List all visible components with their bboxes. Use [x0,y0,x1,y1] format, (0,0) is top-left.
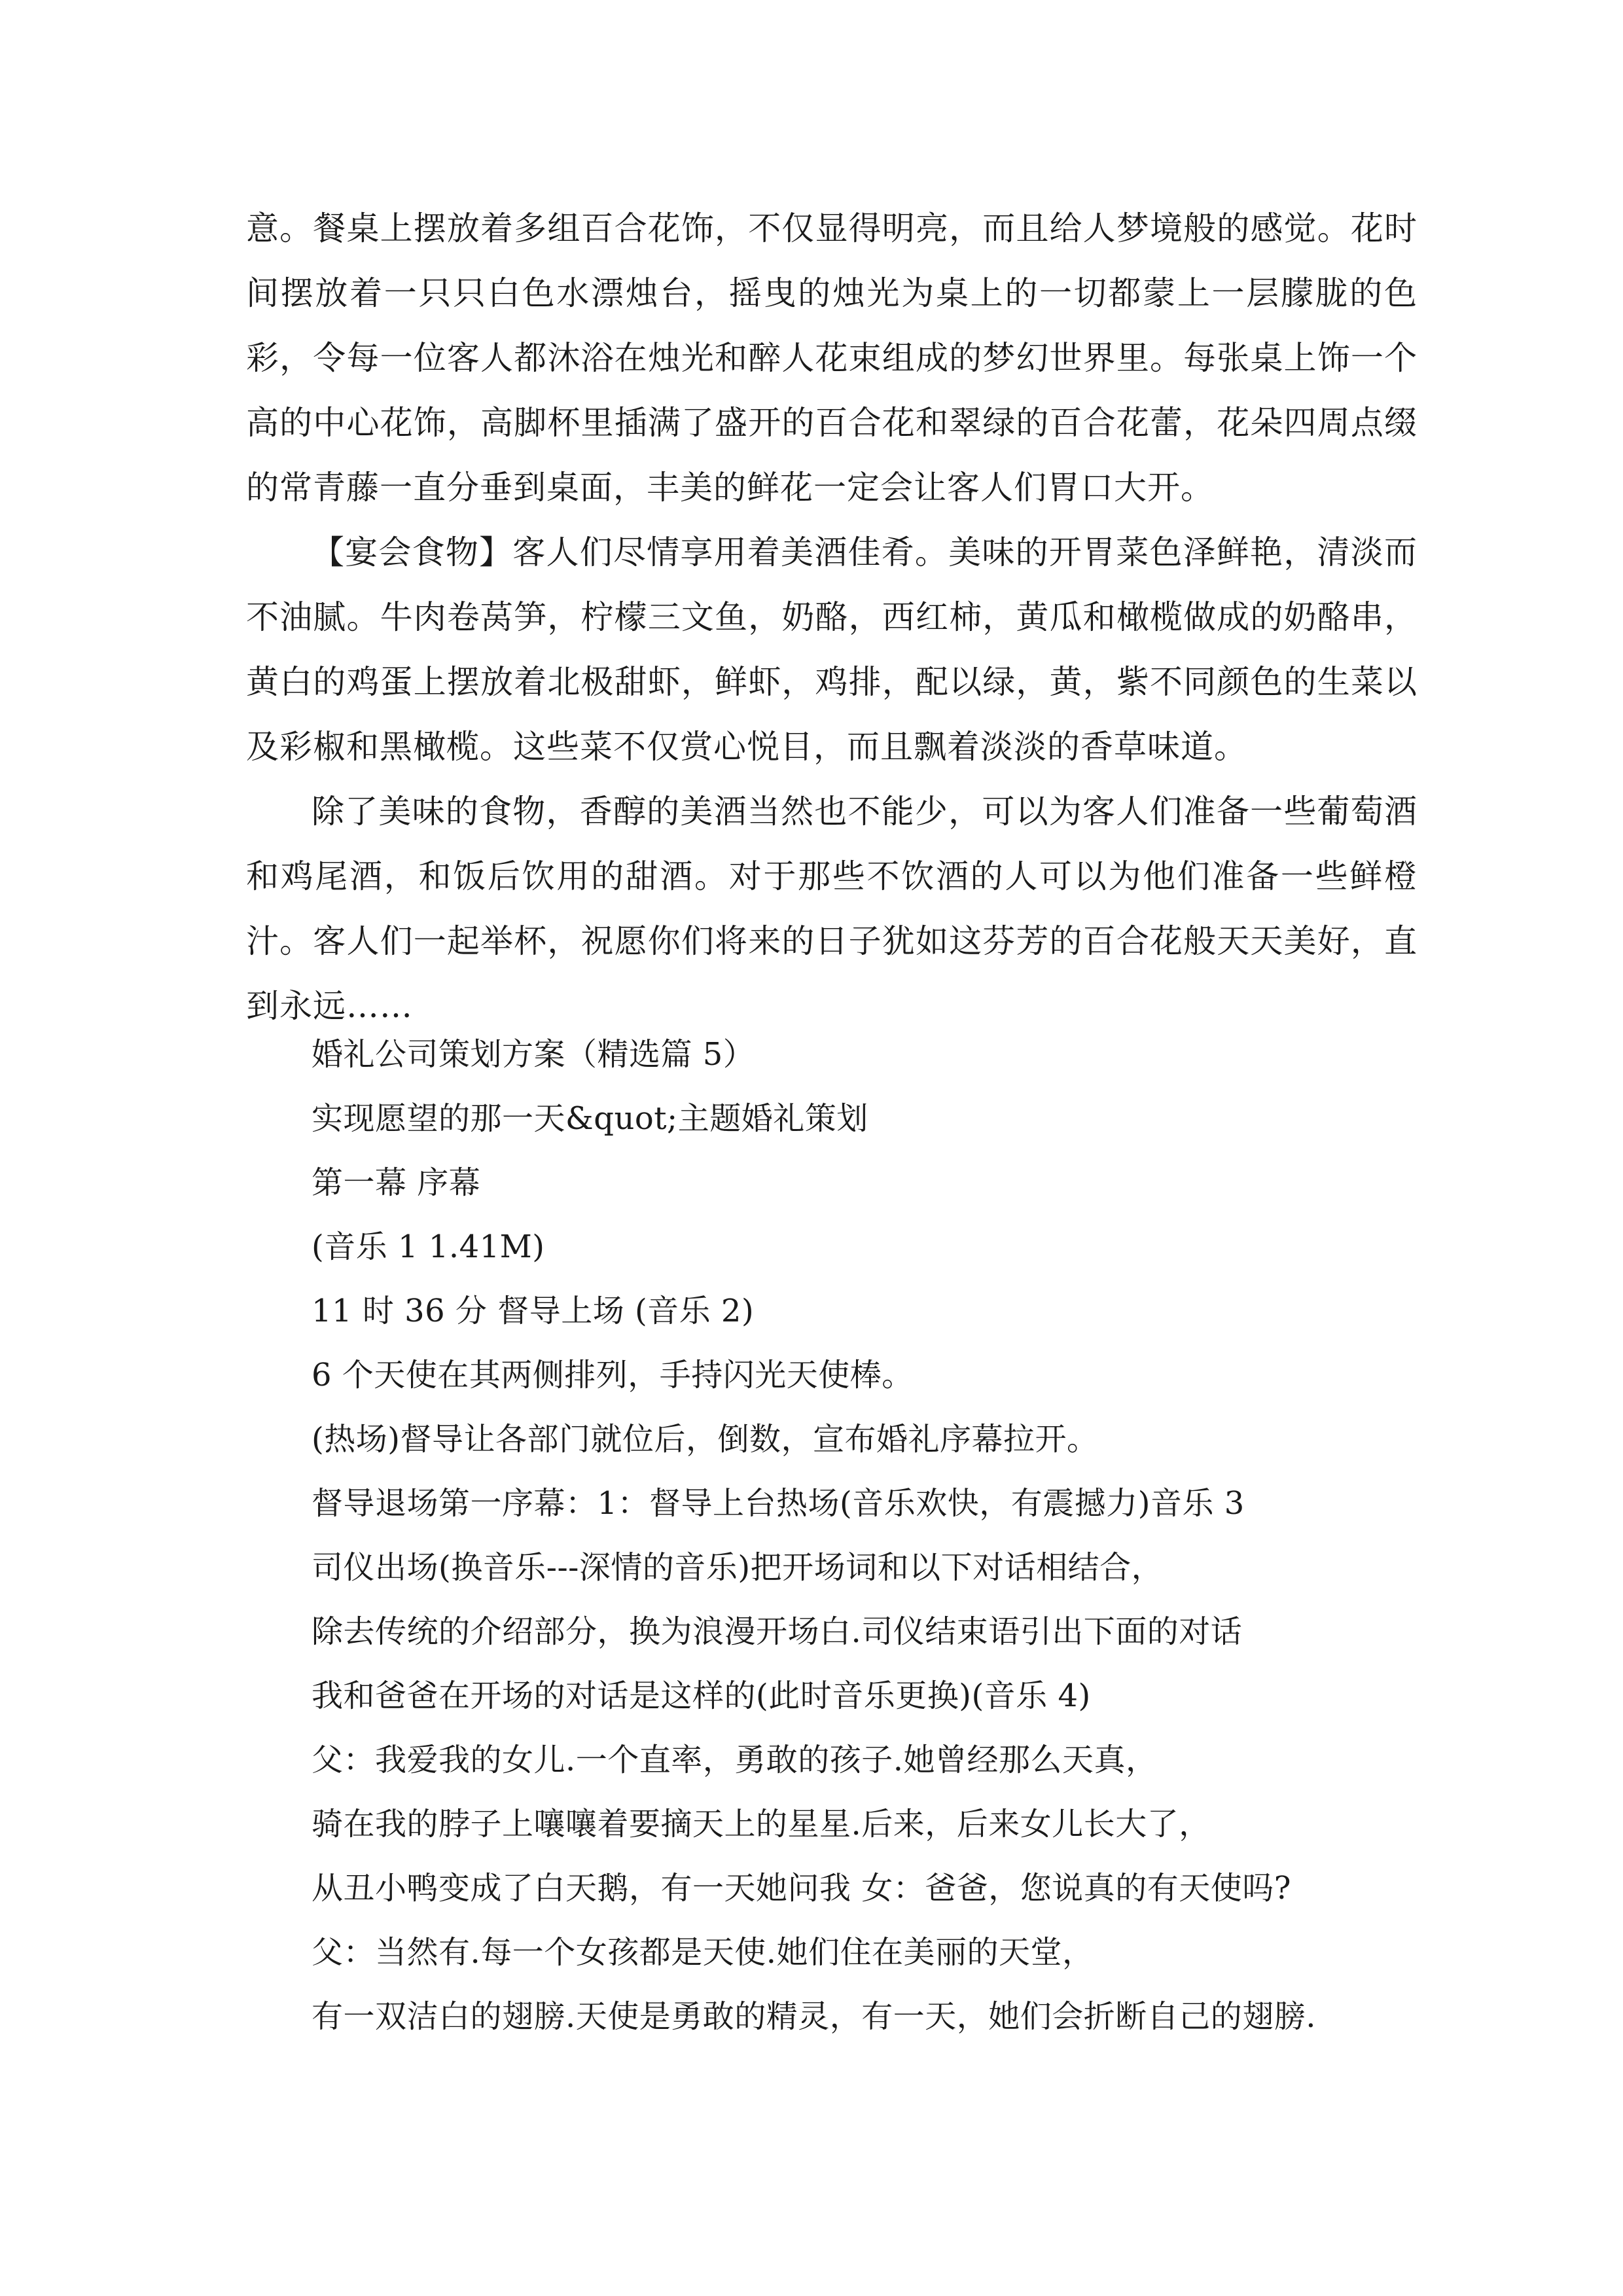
script-line: (音乐 1 1.41M) [312,1229,545,1265]
paragraph-wine: 除了美味的食物，香醇的美酒当然也不能少，可以为客人们准备一些葡萄酒和鸡尾酒，和饭后饮用的甜酒。对于那些不饮酒的人可以为他们准备一些鲜橙汁。客人们一起举杯，祝愿你们将来的日子犹如这芬芳的百合花般天天美好，直到永远…… [246,793,1418,1025]
script-line: 11 时 36 分 督导上场 (音乐 2) [312,1293,755,1329]
script-line: 督导退场第一序幕：1：督导上台热场(音乐欢快，有震撼力)音乐 3 [312,1485,1245,1522]
plan-section [312,1022,1424,2049]
dialogue-line: 有一双洁白的翅膀.天使是勇敢的精灵，有一天，她们会折断自己的翅膀. [312,1998,1317,2035]
script-line: (热场)督导让各部门就位后，倒数，宣布婚礼序幕拉开。 [312,1421,1099,1458]
dialogue-line: 父：当然有.每一个女孩都是天使.她们住在美丽的天堂， [312,1934,1094,1971]
script-line: 6 个天使在其两侧排列，手持闪光天使棒。 [312,1357,914,1393]
dialogue-line: 骑在我的脖子上嚷嚷着要摘天上的星星.后来，后来女儿长大了， [312,1806,1211,1842]
script-line: 我和爸爸在开场的对话是这样的(此时音乐更换)(音乐 4) [312,1677,1091,1714]
script-line: 除去传统的介绍部分，换为浪漫开场白.司仪结束语引出下面的对话 [312,1613,1243,1650]
paragraph-banquet-food: 【宴会食物】客人们尽情享用着美酒佳肴。美味的开胃菜色泽鲜艳，清淡而不油腻。牛肉卷莴笋，柠檬三文鱼，奶酪，西红柿，黄瓜和橄榄做成的奶酪串，黄白的鸡蛋上摆放着北极甜虾，鲜虾，鸡排，配以绿，黄，紫不同颜色的生菜以及彩椒和黑橄榄。这些菜不仅赏心悦目，而且飘着淡淡的香草味道。 [246,533,1418,766]
section-title: 婚礼公司策划方案（精选篇 5） [312,1036,755,1073]
body-text [246,196,1418,1039]
script-line: 司仪出场(换音乐---深情的音乐)把开场词和以下对话相结合， [312,1549,1164,1586]
dialogue-line: 父：我爱我的女儿.一个直率，勇敢的孩子.她曾经那么天真， [312,1742,1158,1778]
paragraph-table-decor: 意。餐桌上摆放着多组百合花饰，不仅显得明亮，而且给人梦境般的感觉。花时间摆放着一只只白色水漂烛台，摇曳的烛光为桌上的一切都蒙上一层朦胧的色彩，令每一位客人都沐浴在烛光和醉人花束组成的梦幻世界里。每张桌上饰一个高的中心花饰，高脚杯里插满了盛开的百合花和翠绿的百合花蕾，花朵四周点缀的常青藤一直分垂到桌面，丰美的鲜花一定会让客人们胃口大开。 [246,209,1418,507]
dialogue-line: 从丑小鸭变成了白天鹅，有一天她问我 女：爸爸，您说真的有天使吗? [312,1870,1291,1907]
section-subtitle: 实现愿望的那一天&quot;主题婚礼策划 [312,1100,868,1137]
act-heading: 第一幕 序幕 [312,1164,481,1201]
